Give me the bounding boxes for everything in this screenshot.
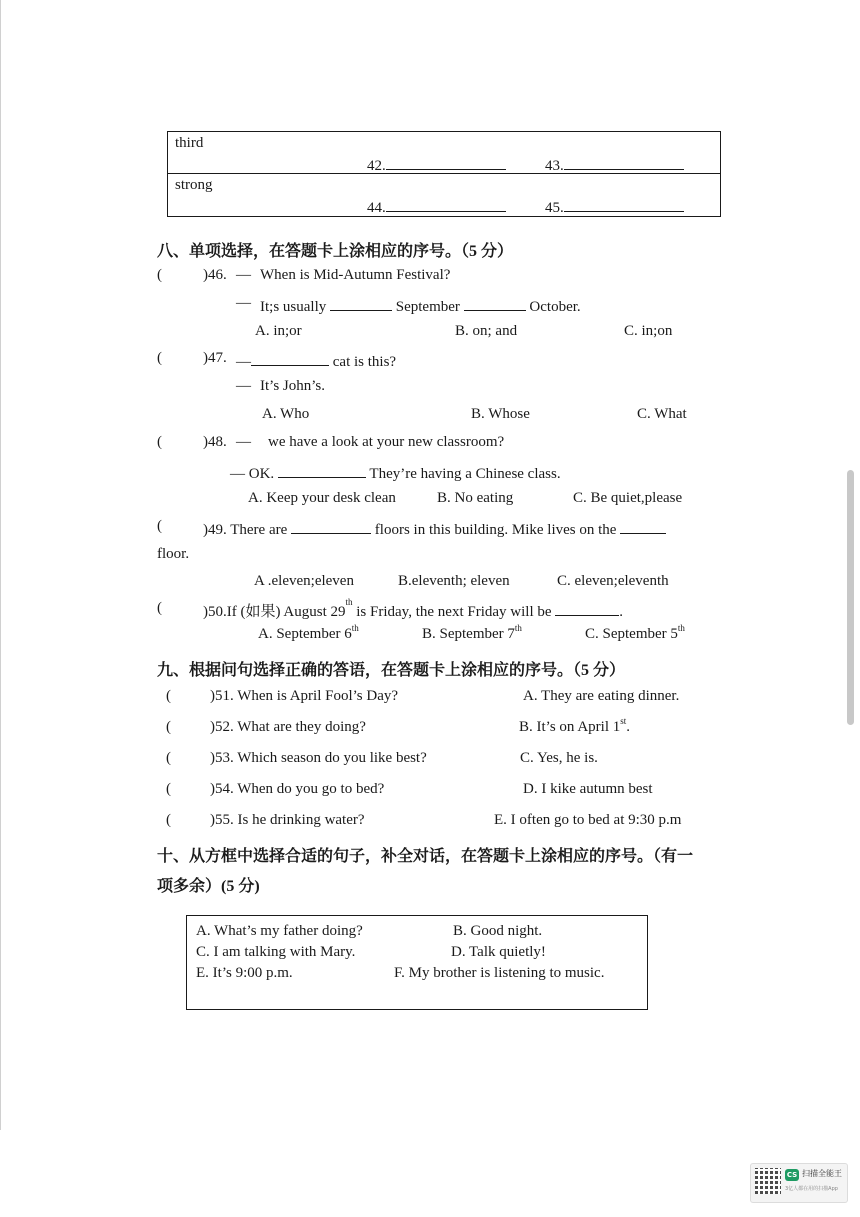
answer-paren: ( [157,518,162,534]
watermark-subtitle: 3亿人都在用的扫描App [785,1186,838,1192]
question-text: )49. There are floors in this building. Mike lives on the [203,518,666,539]
table-word: third [175,135,204,151]
option-c: C. What [637,406,687,422]
answer-paren: ( [166,812,171,828]
matching-answer: B. It’s on April 1st. [519,716,631,735]
option-c: C. September 5th [585,623,685,642]
question-text: )50.If (如果) August 29th is Friday, the next Friday will be . [203,597,624,620]
option-b: B. Good night. [453,923,543,939]
question-text: It’s John’s. [260,378,326,394]
option-a: A. Keep your desk clean [248,490,396,506]
question-text: we have a look at your new classroom? [268,434,505,450]
question-text: When is Mid-Autumn Festival? [260,267,451,283]
option-b: B. September 7th [422,623,522,642]
matching-question: )54. When do you go to bed? [210,781,385,797]
page-left-edge [0,0,1,1130]
scanner-watermark [750,1163,848,1203]
option-b: B.eleventh; eleven [398,573,510,589]
qr-code-pattern [755,1168,781,1194]
matching-question: )52. What are they doing? [210,719,366,735]
question-text-continued: floor. [157,546,190,562]
section-10-heading-continued: 项多余）(5 分) [157,878,260,895]
watermark-title: 扫描全能王 [802,1169,842,1178]
answer-paren: ( [166,688,171,704]
dialogue-dash: — [236,295,251,311]
option-f: F. My brother is listening to music. [394,965,605,981]
option-a: A. What’s my father doing? [196,923,363,939]
option-a: A. September 6th [258,623,359,642]
answer-paren: ( [157,600,162,616]
option-c: C. I am talking with Mary. [196,944,356,960]
matching-question: )53. Which season do you like best? [210,750,427,766]
answer-blank-45: 45. [545,196,684,217]
option-c: C. Be quiet,please [573,490,683,506]
scrollbar-thumb[interactable] [847,470,854,725]
camscanner-logo-icon: CS [786,1171,798,1179]
answer-paren: ( [157,350,162,366]
answer-blank-44: 44. [367,196,506,217]
option-b: B. No eating [437,490,514,506]
table-row [168,132,720,173]
option-c: C. eleven;eleventh [557,573,669,589]
answer-paren: ( [157,434,162,450]
section-8-heading: 八、单项选择，在答题卡上涂相应的序号。（5 分） [157,243,514,260]
matching-answer: D. I kike autumn best [523,781,653,797]
answer-paren: ( [166,750,171,766]
answer-paren: ( [157,267,162,283]
option-e: E. It’s 9:00 p.m. [196,965,293,981]
question-number: )48. [203,434,227,450]
matching-answer: A. They are eating dinner. [523,688,680,704]
options-box [186,915,648,1010]
matching-question: )51. When is April Fool’s Day? [210,688,399,704]
matching-answer: C. Yes, he is. [520,750,598,766]
option-a: A. in;or [255,323,302,339]
dialogue-dash: — [236,378,251,394]
option-b: B. on; and [455,323,518,339]
table-word: strong [175,177,213,193]
dialogue-dash: — [236,434,251,450]
question-number: )47. [203,350,227,366]
table-row [168,173,720,215]
option-b: B. Whose [471,406,530,422]
question-text: — cat is this? [236,350,396,371]
section-10-heading: 十、从方框中选择合适的句子，补全对话，在答题卡上涂相应的序号。（有一 [157,848,694,865]
answer-paren: ( [166,781,171,797]
answer-blank-42: 42. [367,154,506,175]
question-number: )46. [203,267,227,283]
option-a: A. Who [262,406,310,422]
dialogue-dash: — [236,267,251,283]
option-d: D. Talk quietly! [451,944,546,960]
matching-answer: E. I often go to bed at 9:30 p.m [494,812,682,828]
question-text: — OK. They’re having a Chinese class. [230,462,561,483]
answer-paren: ( [166,719,171,735]
answer-blank-43: 43. [545,154,684,175]
word-form-table [167,131,721,217]
matching-question: )55. Is he drinking water? [210,812,365,828]
question-text: It;s usually September October. [260,295,581,316]
option-c: C. in;on [624,323,673,339]
section-9-heading: 九、根据问句选择正确的答语，在答题卡上涂相应的序号。（5 分） [157,662,626,679]
option-a: A .eleven;eleven [254,573,354,589]
